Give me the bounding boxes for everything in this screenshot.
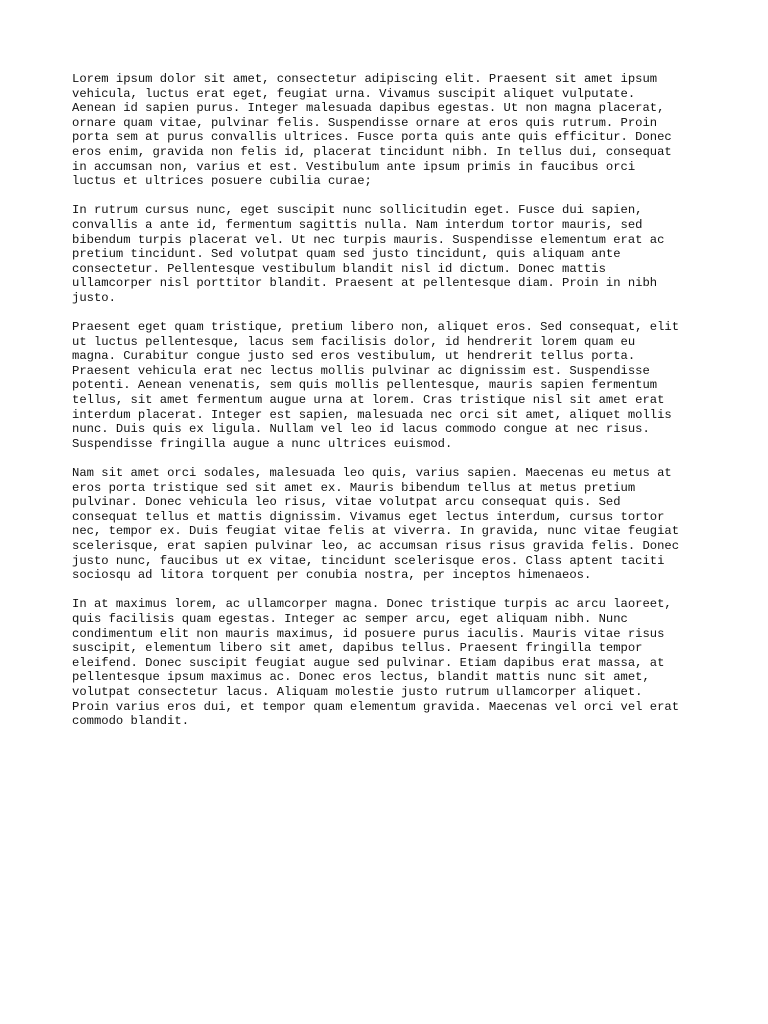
text-line: Praesent vehicula erat nec lectus mollis pulvinar ac dignissim est. Suspendisse (72, 363, 650, 378)
text-line: consectetur. Pellentesque vestibulum blandit nisl id dictum. Donec mattis (72, 261, 606, 276)
text-line: tellus, sit amet fermentum augue urna at lorem. Cras tristique nisl sit amet erat (72, 393, 665, 408)
text-line: nunc. Duis quis ex ligula. Nullam vel leo id lacus commodo congue at nec risus. (72, 422, 650, 437)
text-line: eros enim, gravida non felis id, placerat tincidunt nibh. In tellus dui, consequat (72, 144, 672, 159)
text-line: volutpat consectetur lacus. Aliquam molestie justo rutrum ullamcorper aliquet. (72, 684, 643, 699)
text-line: justo nunc, faucibus ut ex vitae, tincidunt scelerisque eros. Class aptent taciti (72, 553, 665, 568)
text-line: ullamcorper nisl porttitor blandit. Praesent at pellentesque diam. Proin in nibh (72, 276, 658, 291)
text-line: quis facilisis quam egestas. Integer ac semper arcu, eget aliquam nibh. Nunc (72, 611, 628, 626)
text-line: Praesent eget quam tristique, pretium libero non, aliquet eros. Sed consequat, elit (72, 320, 680, 335)
text-line: porta sem at purus convallis ultrices. Fusce porta quis ante quis efficitur. Donec (72, 130, 672, 145)
paragraph (72, 203, 704, 305)
text-line: Nam sit amet orci sodales, malesuada leo quis, varius sapien. Maecenas eu metus at (72, 466, 672, 481)
paragraph (72, 466, 704, 583)
document-body (72, 72, 704, 729)
text-line: interdum placerat. Integer est sapien, malesuada nec orci sit amet, aliquet mollis (72, 407, 672, 422)
text-line: In rutrum cursus nunc, eget suscipit nunc sollicitudin eget. Fusce dui sapien, (72, 203, 643, 218)
paragraph (72, 597, 704, 728)
text-line: justo. (72, 290, 116, 305)
text-line: pretium tincidunt. Sed volutpat quam sed justo tincidunt, quis aliquam ante (72, 247, 621, 262)
text-line: pellentesque ipsum maximus ac. Donec eros lectus, blandit mattis nunc sit amet, (72, 670, 650, 685)
text-line: potenti. Aenean venenatis, sem quis mollis pellentesque, mauris sapien fermentum (72, 378, 658, 393)
text-line: pulvinar. Donec vehicula leo risus, vitae volutpat arcu consequat quis. Sed (72, 495, 621, 510)
text-line: ut luctus pellentesque, lacus sem facilisis dolor, id hendrerit lorem quam eu (72, 334, 636, 349)
text-line: bibendum turpis placerat vel. Ut nec turpis mauris. Suspendisse elementum erat ac (72, 232, 665, 247)
paragraph (72, 72, 704, 189)
text-line: in accumsan non, varius et est. Vestibulum ante ipsum primis in faucibus orci (72, 159, 636, 174)
text-line: luctus et ultrices posuere cubilia curae; (72, 174, 372, 189)
text-line: vehicula, luctus erat eget, feugiat urna. Vivamus suscipit aliquet vulputate. (72, 86, 636, 101)
text-line: Suspendisse fringilla augue a nunc ultrices euismod. (72, 436, 453, 451)
text-line: suscipit, elementum libero sit amet, dapibus tellus. Praesent fringilla tempor (72, 641, 643, 656)
text-line: eros porta tristique sed sit amet ex. Mauris bibendum tellus at metus pretium (72, 480, 636, 495)
text-line: sociosqu ad litora torquent per conubia nostra, per inceptos himenaeos. (72, 568, 592, 583)
text-line: In at maximus lorem, ac ullamcorper magna. Donec tristique turpis ac arcu laoreet, (72, 597, 672, 612)
paragraph (72, 320, 704, 451)
text-line: Proin varius eros dui, et tempor quam elementum gravida. Maecenas vel orci vel erat (72, 699, 680, 714)
text-line: nec, tempor ex. Duis feugiat vitae felis at viverra. In gravida, nunc vitae feugiat (72, 524, 680, 539)
text-line: scelerisque, erat sapien pulvinar leo, ac accumsan risus risus gravida felis. Donec (72, 539, 680, 553)
text-line: magna. Curabitur congue justo sed eros vestibulum, ut hendrerit tellus porta. (72, 349, 636, 364)
text-line: condimentum elit non mauris maximus, id posuere purus iaculis. Mauris vitae risus (72, 626, 665, 641)
text-line: Aenean id sapien purus. Integer malesuada dapibus egestas. Ut non magna placerat, (72, 101, 665, 116)
text-line: Lorem ipsum dolor sit amet, consectetur adipiscing elit. Praesent sit amet ipsum (72, 72, 658, 86)
text-line: convallis a ante id, fermentum sagittis nulla. Nam interdum tortor mauris, sed (72, 217, 643, 232)
text-line: eleifend. Donec suscipit feugiat augue sed pulvinar. Etiam dapibus erat massa, at (72, 655, 665, 670)
text-line: consequat tellus et mattis dignissim. Vivamus eget lectus interdum, cursus tortor (72, 509, 665, 524)
text-line: ornare quam vitae, pulvinar felis. Suspendisse ornare at eros quis rutrum. Proin (72, 115, 658, 130)
text-line: commodo blandit. (72, 714, 190, 729)
